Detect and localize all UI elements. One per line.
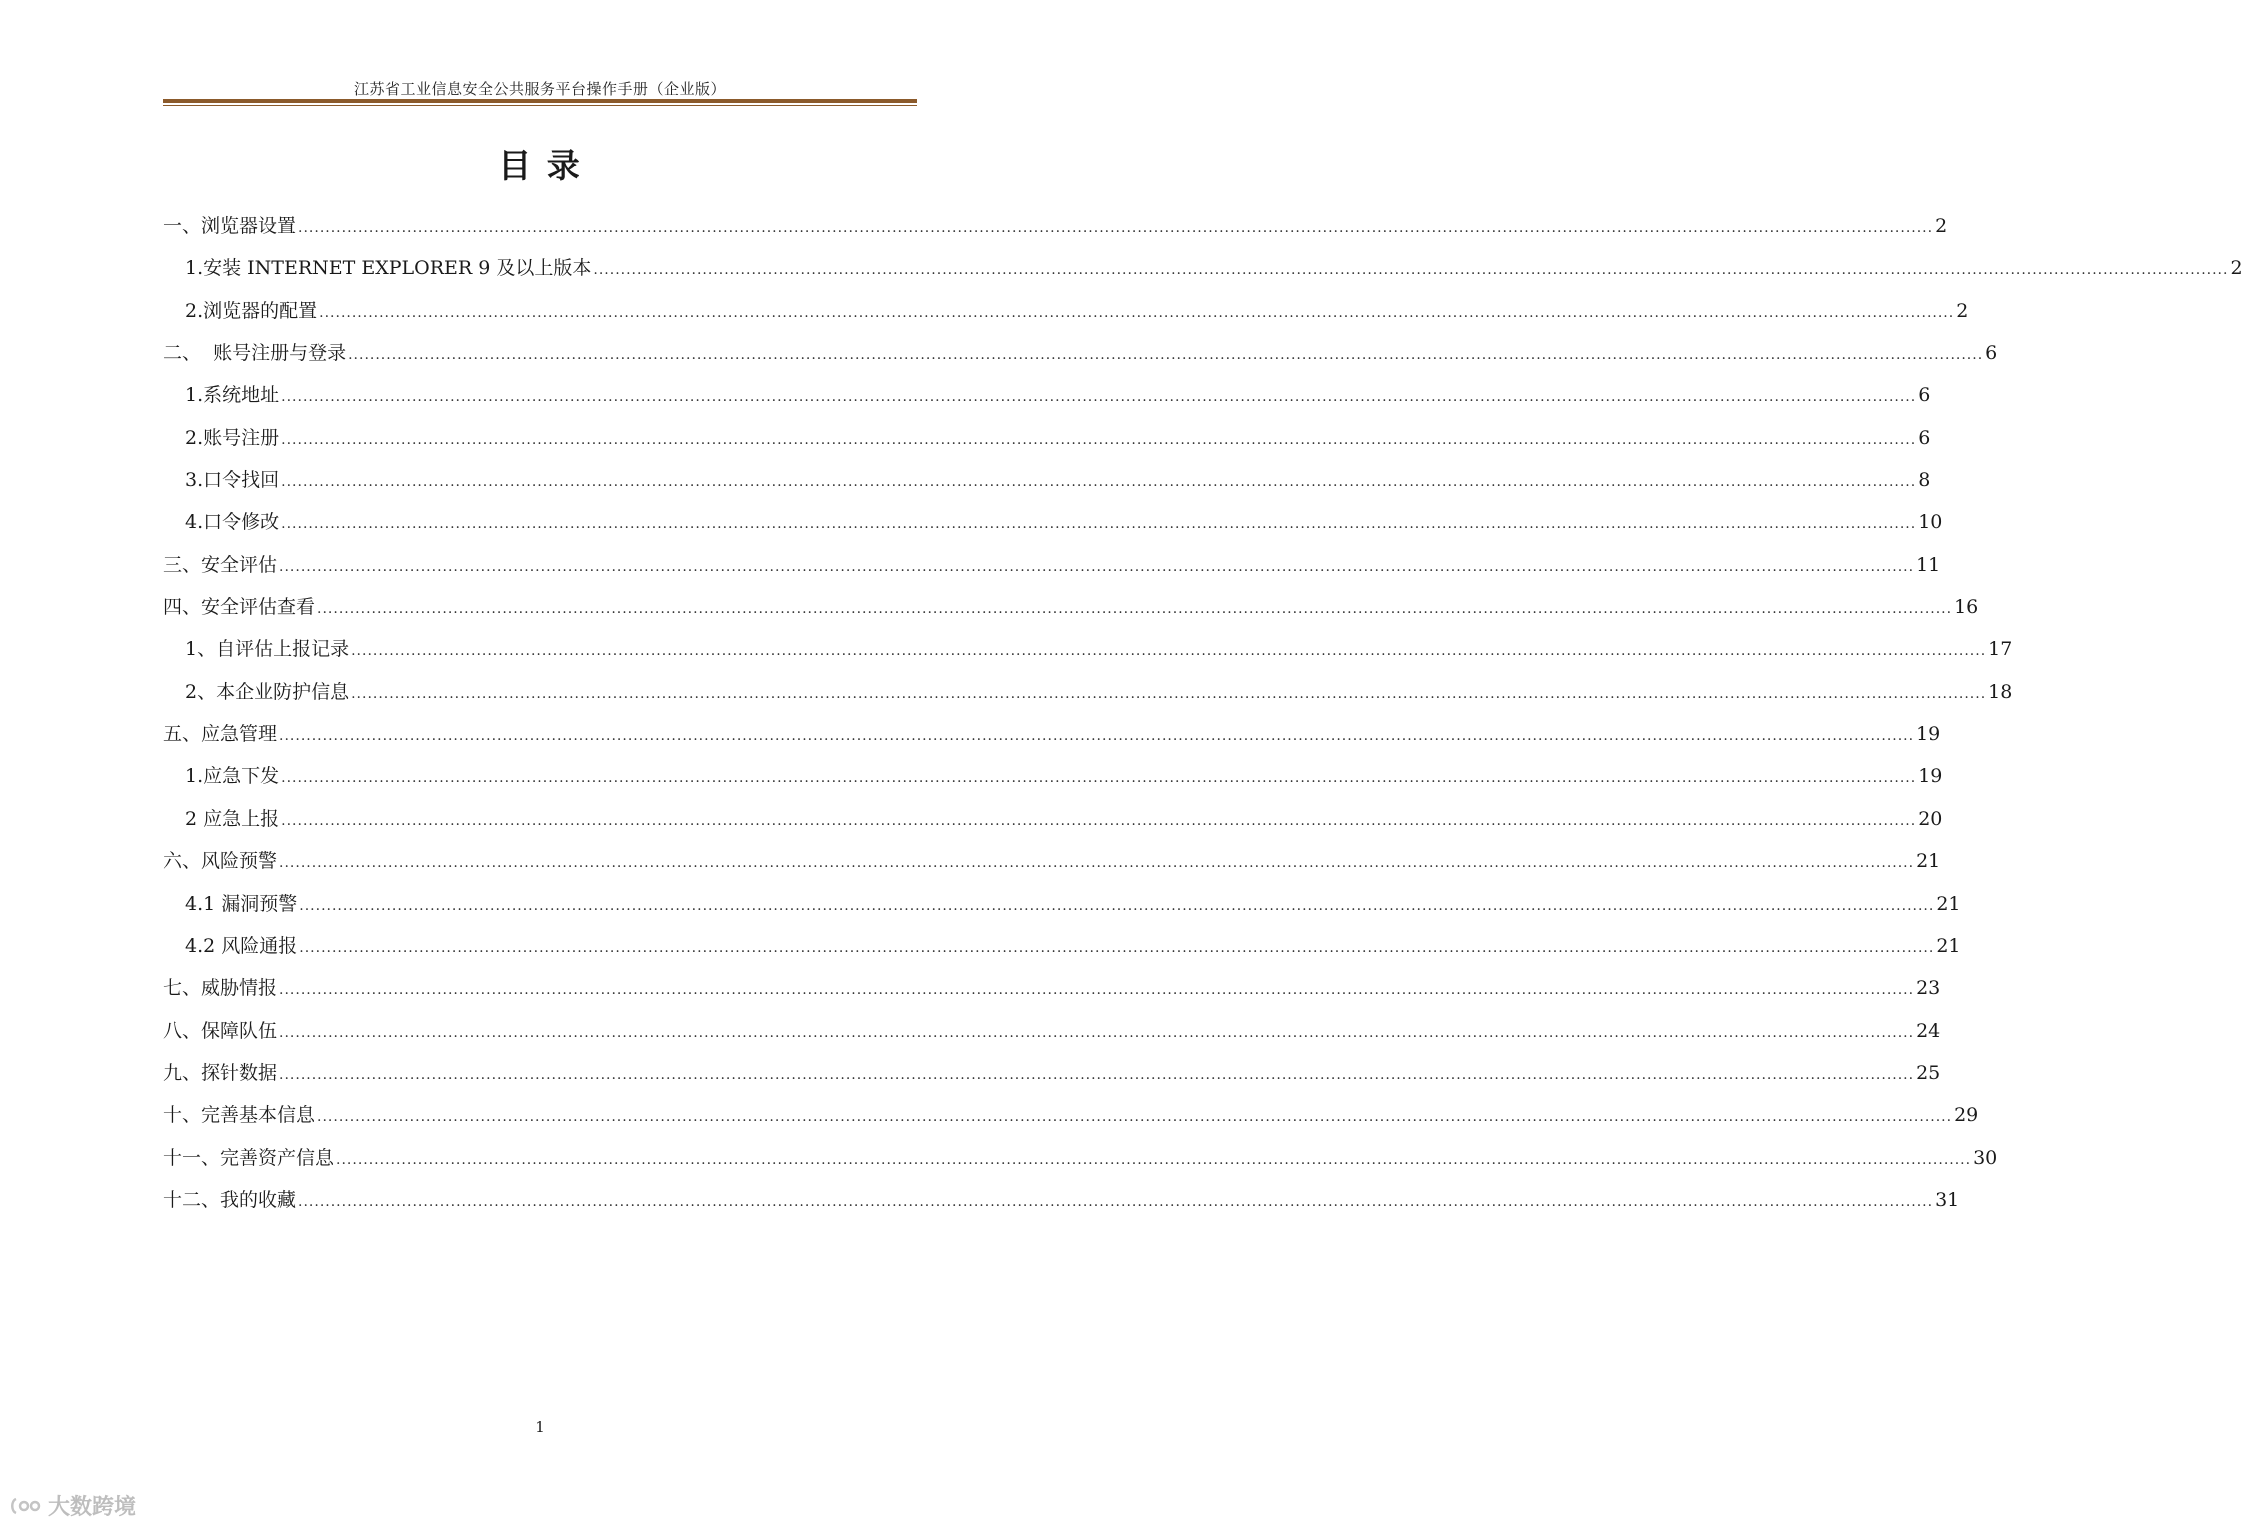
toc-dot-leader: ............................................................................................................................................................................................................................................................................................................ <box>351 685 1987 702</box>
toc-entry-page: 23 <box>1916 977 1941 1000</box>
toc-entry-label: 三、安全评估 <box>163 553 278 576</box>
toc-entry-label: 2 应急上报 <box>185 807 280 830</box>
table-of-contents <box>163 210 2243 1226</box>
toc-entry-label: 五、应急管理 <box>163 723 278 746</box>
toc-dot-leader: ............................................................................................................................................................................................................................................................................................................ <box>336 1151 1972 1168</box>
toc-entry[interactable] <box>163 718 1941 760</box>
toc-dot-leader: ............................................................................................................................................................................................................................................................................................................ <box>281 516 1917 533</box>
toc-entry[interactable] <box>163 591 1979 633</box>
toc-entry[interactable] <box>163 549 1941 591</box>
toc-entry-page: 21 <box>1936 934 1961 957</box>
toc-entry-label: 十一、完善资产信息 <box>163 1146 335 1169</box>
toc-entry-label: 4.1 漏洞预警 <box>185 892 298 915</box>
toc-dot-leader: ............................................................................................................................................................................................................................................................................................................ <box>348 347 1984 364</box>
toc-entry-page: 19 <box>1918 765 1943 788</box>
toc-entry[interactable] <box>163 1142 1998 1184</box>
toc-entry[interactable] <box>163 676 2013 718</box>
toc-dot-leader: ............................................................................................................................................................................................................................................................................................................ <box>279 982 1915 999</box>
toc-entry-page: 2 <box>2230 257 2243 280</box>
logo-icon <box>10 1496 44 1516</box>
toc-entry-page: 19 <box>1916 723 1941 746</box>
toc-entry[interactable] <box>163 803 1943 845</box>
toc-dot-leader: ............................................................................................................................................................................................................................................................................................................ <box>298 1193 1934 1210</box>
toc-entry-label: 八、保障队伍 <box>163 1019 278 1042</box>
toc-entry-page: 21 <box>1916 850 1941 873</box>
toc-entry-label: 3.口令找回 <box>185 469 280 492</box>
watermark <box>10 1490 136 1521</box>
toc-entry[interactable] <box>163 506 1943 548</box>
header-rule-thin <box>163 105 917 106</box>
toc-entry-page: 10 <box>1918 511 1943 534</box>
toc-entry-label: 十二、我的收藏 <box>163 1188 297 1211</box>
toc-entry-label: 九、探针数据 <box>163 1061 278 1084</box>
toc-dot-leader: ............................................................................................................................................................................................................................................................................................................ <box>593 262 2229 279</box>
toc-dot-leader: ............................................................................................................................................................................................................................................................................................................ <box>281 431 1917 448</box>
toc-dot-leader: ............................................................................................................................................................................................................................................................................................................ <box>317 1109 1953 1126</box>
toc-dot-leader: ............................................................................................................................................................................................................................................................................................................ <box>281 770 1917 787</box>
toc-entry-label: 1.安装 INTERNET EXPLORER 9 及以上版本 <box>185 257 592 280</box>
toc-entry-page: 16 <box>1954 596 1979 619</box>
toc-dot-leader: ............................................................................................................................................................................................................................................................................................................ <box>298 220 1934 236</box>
toc-entry-page: 2 <box>1956 299 1969 322</box>
toc-entry[interactable] <box>163 972 1941 1014</box>
toc-entry[interactable] <box>163 210 1948 252</box>
toc-entry-label: 2、本企业防护信息 <box>185 680 350 703</box>
page-number: 1 <box>535 1418 545 1436</box>
toc-entry-label: 六、风险预警 <box>163 850 278 873</box>
toc-entry-page: 6 <box>1918 384 1931 407</box>
toc-entry-label: 四、安全评估查看 <box>163 596 316 619</box>
toc-entry-page: 30 <box>1973 1146 1998 1169</box>
watermark-text: 大数跨境 <box>48 1495 137 1520</box>
toc-entry[interactable] <box>163 1099 1979 1141</box>
toc-dot-leader: ............................................................................................................................................................................................................................................................................................................ <box>319 304 1955 321</box>
toc-entry-label: 2.账号注册 <box>185 426 280 449</box>
toc-entry[interactable] <box>163 337 1998 379</box>
toc-entry-page: 2 <box>1935 215 1948 237</box>
toc-entry[interactable] <box>163 845 1941 887</box>
toc-entry[interactable] <box>163 930 1961 972</box>
toc-entry-label: 七、威胁情报 <box>163 977 278 1000</box>
toc-entry-page: 29 <box>1954 1104 1979 1127</box>
toc-entry-page: 8 <box>1918 469 1931 492</box>
toc-entry[interactable] <box>163 1015 1941 1057</box>
toc-dot-leader: ............................................................................................................................................................................................................................................................................................................ <box>279 558 1915 575</box>
toc-entry-page: 31 <box>1935 1188 1960 1211</box>
running-header: 江苏省工业信息安全公共服务平台操作手册（企业版） <box>353 80 726 98</box>
toc-entry[interactable] <box>163 295 1969 337</box>
toc-entry-page: 20 <box>1918 807 1943 830</box>
toc-entry-label: 2.浏览器的配置 <box>185 299 318 322</box>
toc-entry[interactable] <box>163 252 2243 294</box>
toc-entry-label: 1.应急下发 <box>185 765 280 788</box>
toc-dot-leader: ............................................................................................................................................................................................................................................................................................................ <box>317 601 1953 618</box>
toc-entry-label: 一、浏览器设置 <box>163 215 297 237</box>
toc-entry[interactable] <box>163 1184 1960 1226</box>
toc-entry-label: 1.系统地址 <box>185 384 280 407</box>
toc-entry-page: 25 <box>1916 1061 1941 1084</box>
header-rule-thick <box>163 99 917 103</box>
toc-entry[interactable] <box>163 1057 1941 1099</box>
toc-dot-leader: ............................................................................................................................................................................................................................................................................................................ <box>279 1066 1915 1083</box>
toc-dot-leader: ............................................................................................................................................................................................................................................................................................................ <box>299 939 1935 956</box>
toc-dot-leader: ............................................................................................................................................................................................................................................................................................................ <box>299 897 1935 914</box>
toc-entry-label: 1、自评估上报记录 <box>185 638 350 661</box>
toc-dot-leader: ............................................................................................................................................................................................................................................................................................................ <box>281 474 1917 491</box>
toc-entry-page: 17 <box>1988 638 2013 661</box>
toc-entry-page: 24 <box>1916 1019 1941 1042</box>
toc-dot-leader: ............................................................................................................................................................................................................................................................................................................ <box>279 855 1915 872</box>
toc-entry-page: 21 <box>1936 892 1961 915</box>
toc-title: 目 录 <box>498 146 582 185</box>
toc-entry-page: 18 <box>1988 680 2013 703</box>
toc-entry-label: 4.口令修改 <box>185 511 280 534</box>
toc-entry-page: 6 <box>1985 342 1998 365</box>
toc-entry-label: 4.2 风险通报 <box>185 934 298 957</box>
toc-entry[interactable] <box>163 464 1931 506</box>
toc-entry-page: 11 <box>1916 553 1941 576</box>
toc-entry[interactable] <box>163 379 1931 421</box>
toc-entry-label: 二、 账号注册与登录 <box>163 342 347 365</box>
toc-entry[interactable] <box>163 633 2013 675</box>
toc-dot-leader: ............................................................................................................................................................................................................................................................................................................ <box>281 812 1917 829</box>
toc-dot-leader: ............................................................................................................................................................................................................................................................................................................ <box>279 728 1915 745</box>
toc-dot-leader: ............................................................................................................................................................................................................................................................................................................ <box>281 389 1917 406</box>
toc-entry[interactable] <box>163 422 1931 464</box>
toc-entry[interactable] <box>163 760 1943 802</box>
toc-dot-leader: ............................................................................................................................................................................................................................................................................................................ <box>279 1024 1915 1041</box>
toc-entry-label: 十、完善基本信息 <box>163 1104 316 1127</box>
toc-entry[interactable] <box>163 888 1961 930</box>
toc-entry-page: 6 <box>1918 426 1931 449</box>
toc-dot-leader: ............................................................................................................................................................................................................................................................................................................ <box>351 643 1987 660</box>
